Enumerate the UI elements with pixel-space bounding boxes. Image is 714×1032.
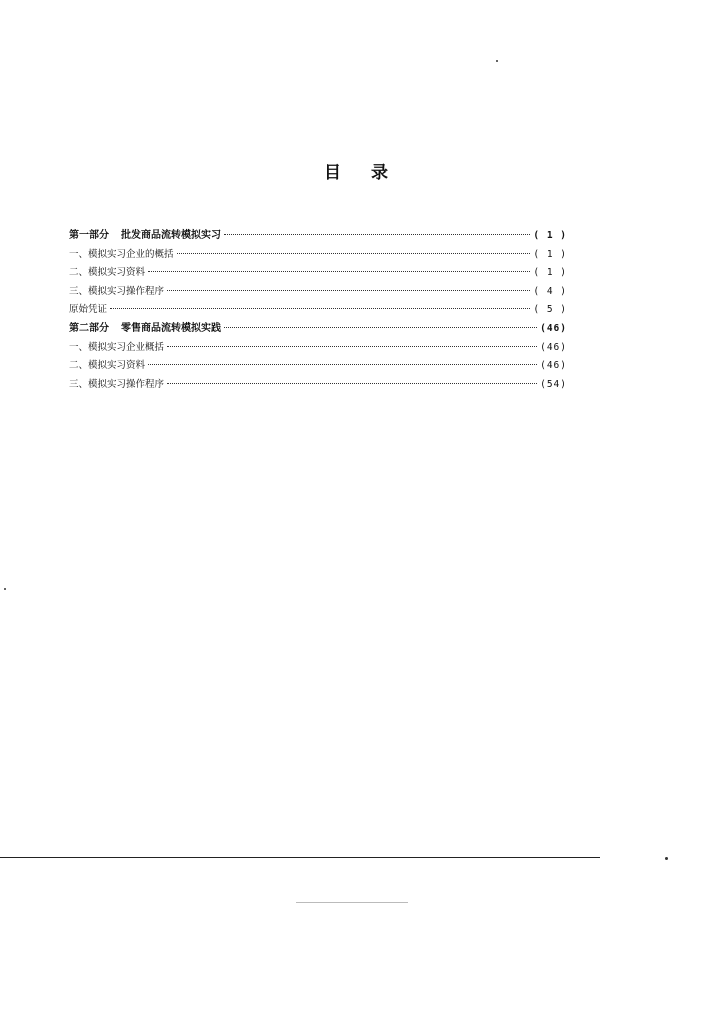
- toc-entry: [69, 246, 567, 265]
- dot-leader: [167, 346, 537, 347]
- toc-label: [69, 357, 145, 376]
- toc-label-text: 模拟实习操作程序: [88, 378, 165, 390]
- dot-leader: [148, 364, 537, 365]
- toc-label-num: 一、: [69, 248, 89, 260]
- toc-label-text: 模拟实习资料: [88, 360, 146, 372]
- dot-leader: [110, 308, 530, 309]
- toc-page-number: ( 1 ): [533, 230, 567, 241]
- toc-label-num: 二、: [69, 267, 89, 279]
- toc-label-text: 模拟实习企业的概括: [88, 248, 174, 260]
- toc-page-number: ( 4 ): [533, 285, 567, 297]
- toc-page-number: (54): [540, 378, 567, 390]
- toc-page-number: (46): [540, 322, 567, 334]
- toc-label-num: 三、: [69, 378, 89, 390]
- scan-speck: [665, 857, 668, 860]
- toc-label: [69, 376, 164, 395]
- dot-leader: [148, 271, 530, 272]
- toc-entry: [69, 264, 567, 283]
- page-title: [0, 158, 714, 183]
- dot-leader: [167, 290, 530, 291]
- toc-label-num: 第二部分: [69, 322, 109, 334]
- toc-label: [69, 283, 164, 302]
- toc-page-number: ( 5 ): [533, 304, 567, 316]
- faint-rule: [296, 902, 408, 903]
- toc-label-text: 模拟实习资料: [88, 267, 146, 279]
- dot-leader: [167, 383, 537, 384]
- toc-entry: [69, 301, 567, 320]
- toc-page-number: (46): [540, 341, 567, 353]
- toc-page-number: ( 1 ): [533, 248, 567, 260]
- toc-label-num: 三、: [69, 285, 89, 297]
- toc-label-text: 模拟实习企业概括: [88, 341, 165, 353]
- toc-label: [69, 246, 174, 265]
- scan-speck: [496, 60, 498, 62]
- toc-label-text: 原始凭证: [69, 304, 108, 316]
- dot-leader: [224, 234, 530, 235]
- title-char-1: 目: [324, 163, 343, 183]
- toc-label-text: 批发商品流转模拟实习: [121, 230, 221, 241]
- scan-speck: [4, 588, 6, 590]
- toc-part-1: [69, 227, 567, 246]
- toc-entry: [69, 283, 567, 302]
- dot-leader: [224, 327, 537, 328]
- table-of-contents: [69, 227, 567, 394]
- toc-label: [69, 227, 221, 246]
- toc-page-number: ( 1 ): [533, 267, 567, 279]
- dot-leader: [177, 253, 531, 254]
- toc-entry: [69, 339, 567, 358]
- toc-label: [69, 264, 145, 283]
- toc-part-2: [69, 320, 567, 339]
- toc-label: [69, 339, 164, 358]
- toc-page-number: (46): [540, 360, 567, 372]
- toc-label: [69, 320, 221, 339]
- toc-label-num: 第一部分: [69, 230, 109, 241]
- toc-entry: [69, 357, 567, 376]
- toc-entry: [69, 376, 567, 395]
- title-char-2: 录: [371, 163, 390, 183]
- bottom-rule: [0, 857, 600, 858]
- toc-label: [69, 301, 107, 320]
- toc-label-num: 二、: [69, 360, 89, 372]
- toc-label-num: 一、: [69, 341, 89, 353]
- toc-label-text: 零售商品流转模拟实践: [121, 322, 221, 334]
- toc-label-text: 模拟实习操作程序: [88, 285, 165, 297]
